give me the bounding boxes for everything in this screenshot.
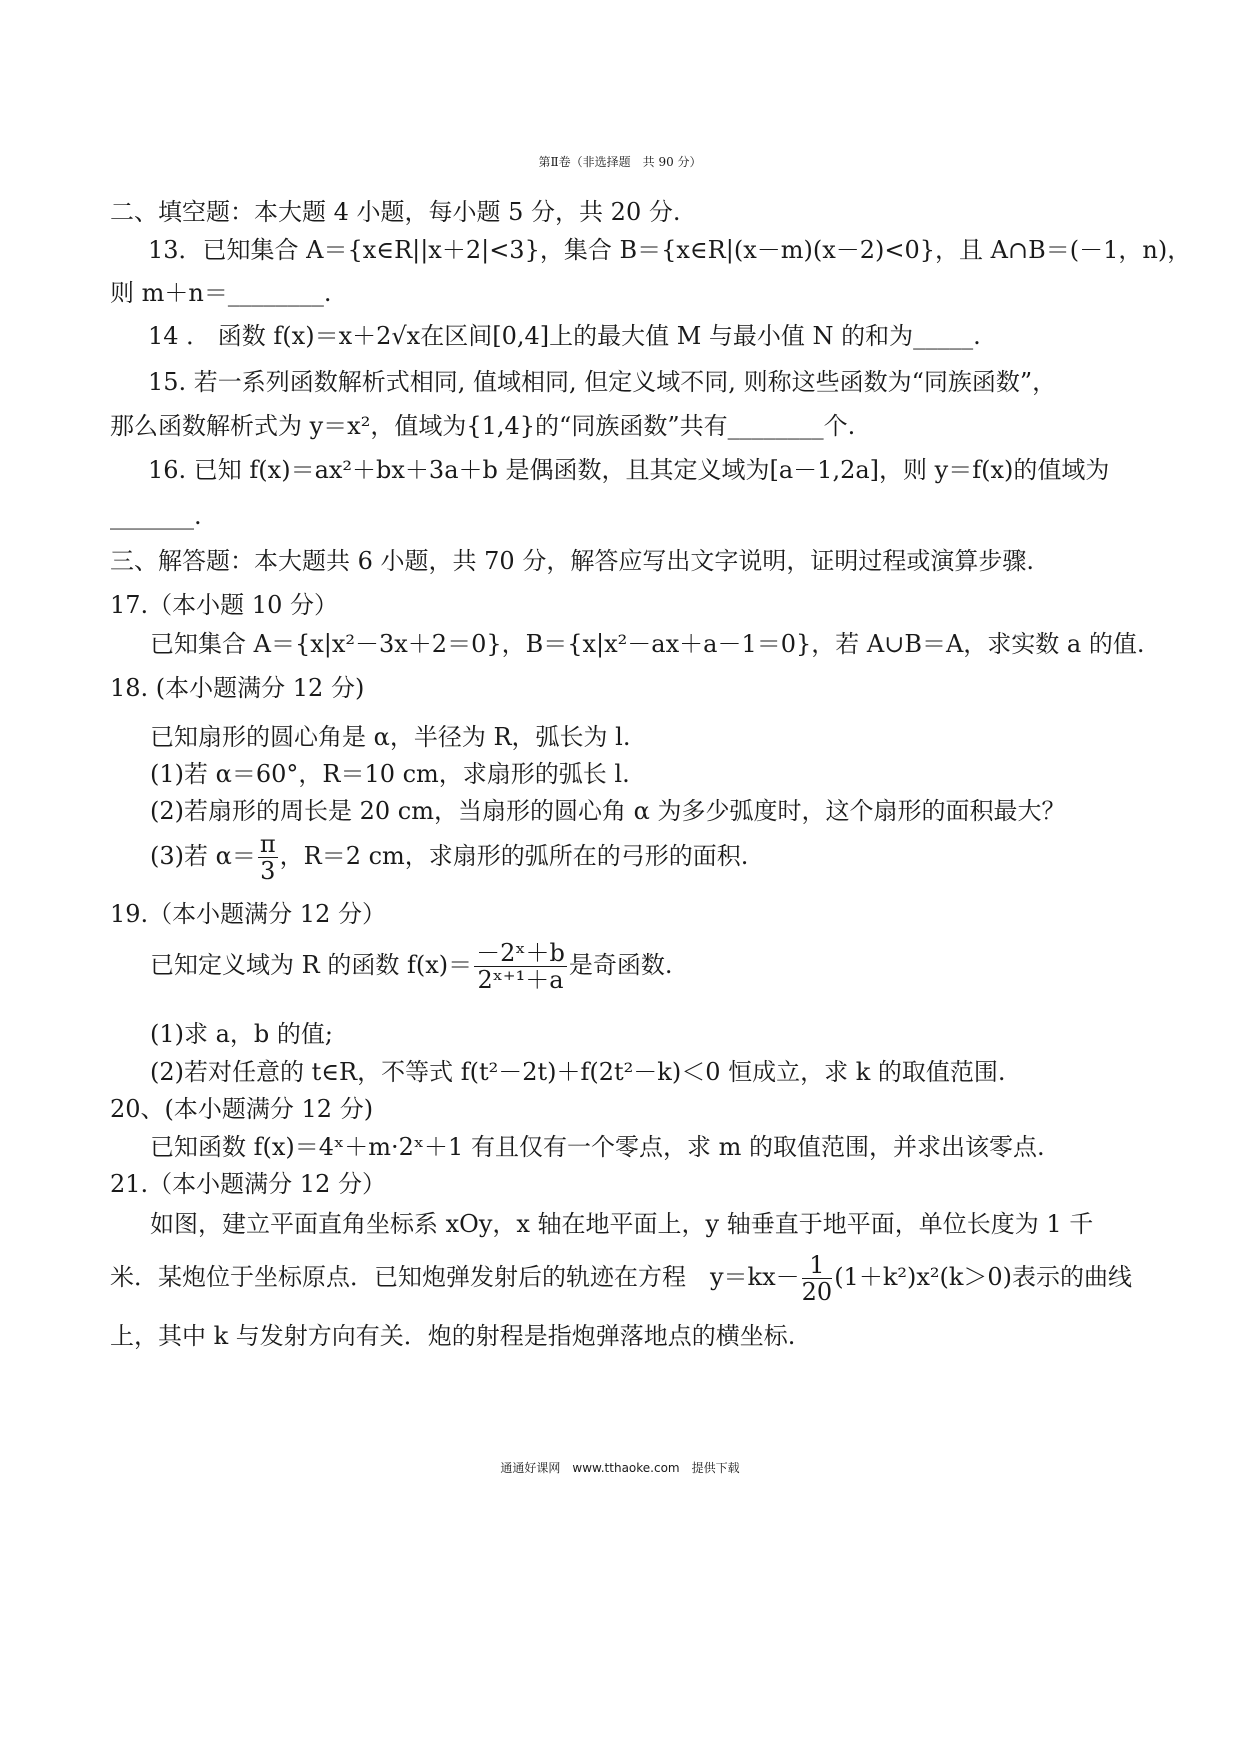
q20-heading: 20、(本小题满分 12 分) xyxy=(110,1095,374,1123)
fraction-denominator: 2ˣ⁺¹＋a xyxy=(477,966,564,994)
fraction-numerator: π xyxy=(259,830,276,858)
q16-line1: 16. 已知 f(x)＝ax²＋bx＋3a＋b 是偶函数，且其定义域为[a－1,2a]，则 y＝f(x)的值域为 xyxy=(148,456,1110,484)
q13-line2: 则 m＋n＝________. xyxy=(110,279,332,307)
pi-over-3-fraction xyxy=(258,831,278,884)
q21-line3: 上，其中 k 与发射方向有关．炮的射程是指炮弹落地点的横坐标. xyxy=(110,1322,796,1350)
q18-part2: (2)若扇形的周长是 20 cm，当扇形的圆心角 α 为多少弧度时，这个扇形的面积最大？ xyxy=(150,797,1066,825)
q15-line1: 15. 若一系列函数解析式相同, 值域相同, 但定义域不同, 则称这些函数为“同族函数”， xyxy=(148,368,1057,396)
q21-line1: 如图，建立平面直角坐标系 xOy，x 轴在地平面上，y 轴垂直于地平面，单位长度为 1 千 xyxy=(150,1210,1094,1238)
fill-section-heading: 二、填空题：本大题 4 小题，每小题 5 分，共 20 分. xyxy=(110,198,681,226)
q20-body: 已知函数 f(x)＝4ˣ＋m·2ˣ＋1 有且仅有一个零点，求 m 的取值范围，并求出该零点. xyxy=(150,1133,1045,1161)
q19-body-suffix: 是奇函数. xyxy=(568,951,673,979)
odd-function-fraction xyxy=(474,940,567,993)
q19-part1: (1)求 a，b 的值; xyxy=(150,1020,334,1048)
q18-part3-prefix: (3)若 α＝ xyxy=(150,842,256,870)
q18-intro: 已知扇形的圆心角是 α，半径为 R，弧长为 l. xyxy=(150,723,631,751)
q19-heading: 19.（本小题满分 12 分） xyxy=(110,900,386,928)
q19-body xyxy=(150,934,673,996)
fraction-denominator: 20 xyxy=(801,1278,833,1306)
q17-heading: 17.（本小题 10 分） xyxy=(110,591,338,619)
section-title: 第Ⅱ卷（非选择题 共 90 分） xyxy=(538,155,702,169)
q19-body-prefix: 已知定义域为 R 的函数 f(x)＝ xyxy=(150,951,473,979)
q13-line1: 13．已知集合 A＝{x∈R||x＋2|<3}，集合 B＝{x∈R|(x－m)(x－2)<0}，且 A∩B＝(－1，n)， xyxy=(148,236,1192,264)
fraction-denominator: 3 xyxy=(260,857,276,885)
q21-line2 xyxy=(110,1246,1132,1308)
fraction-numerator: －2ˣ＋b xyxy=(476,939,565,967)
q17-body: 已知集合 A＝{x|x²－3x＋2＝0}，B＝{x|x²－ax＋a－1＝0}，若 A∪B＝A，求实数 a 的值. xyxy=(150,630,1145,658)
q18-part1: (1)若 α＝60°，R＝10 cm，求扇形的弧长 l. xyxy=(150,760,630,788)
page-footer: 通通好课网 www.tthaoke.com 提供下载 xyxy=(500,1461,740,1475)
fraction-numerator: 1 xyxy=(802,1252,833,1279)
q19-part2: (2)若对任意的 t∈R，不等式 f(t²－2t)＋f(2t²－k)＜0 恒成立，求 k 的取值范围. xyxy=(150,1058,1006,1086)
q16-line2: _______. xyxy=(110,502,202,530)
q21-heading: 21.（本小题满分 12 分） xyxy=(110,1170,386,1198)
one-over-twenty-fraction xyxy=(802,1252,833,1305)
q18-part3 xyxy=(150,825,748,887)
q21-line2-prefix: 米．某炮位于坐标原点．已知炮弹发射后的轨迹在方程 y＝kx－ xyxy=(110,1263,800,1291)
q15-line2: 那么函数解析式为 y＝x²，值域为{1,4}的“同族函数”共有________个. xyxy=(110,412,856,440)
q14-line1: 14 ． 函数 f(x)＝x＋2√x在区间[0,4]上的最大值 M 与最小值 N 的和为_____. xyxy=(148,322,981,350)
q18-part3-suffix: ，R＝2 cm，求扇形的弧所在的弓形的面积. xyxy=(279,842,749,870)
q18-heading: 18. (本小题满分 12 分) xyxy=(110,674,365,702)
q21-line2-suffix: (1＋k²)x²(k＞0)表示的曲线 xyxy=(834,1263,1133,1291)
answer-section-heading: 三、解答题：本大题共 6 小题，共 70 分，解答应写出文字说明，证明过程或演算步骤. xyxy=(110,547,1034,575)
